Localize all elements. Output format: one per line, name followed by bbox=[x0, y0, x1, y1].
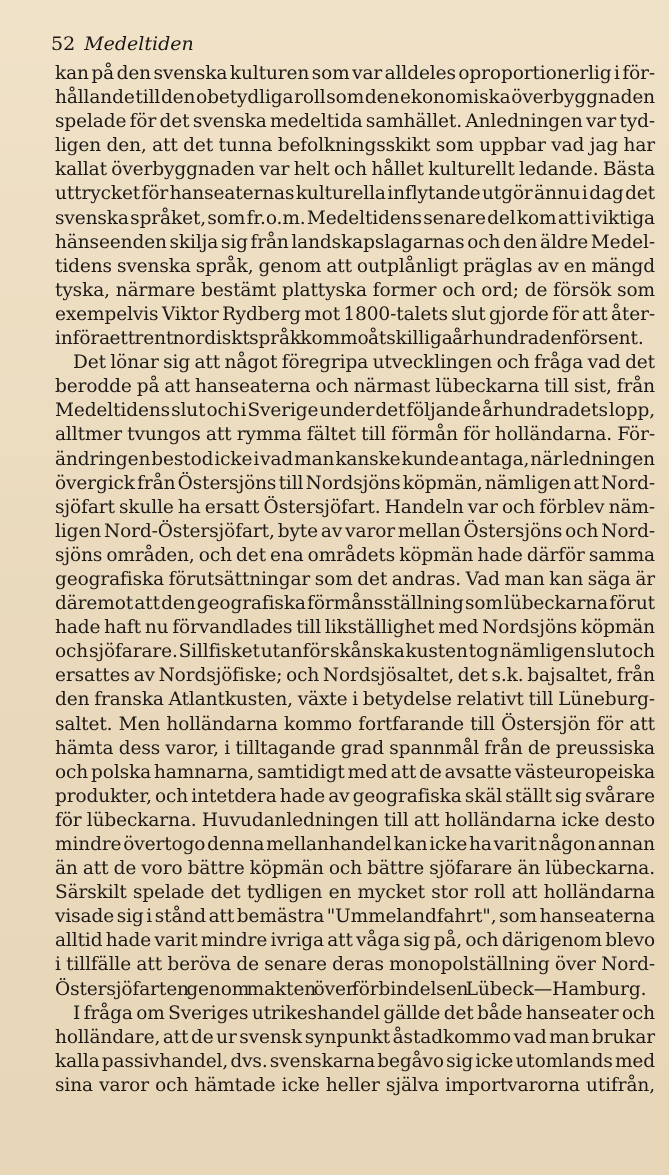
text-line: däremot att den geografiska förmånsställning som lübeckarna förut bbox=[55, 593, 655, 615]
text-line: än att de voro bättre köpmän och bättre sjöfarare än lübeckarna. bbox=[55, 858, 655, 880]
text-line: hänseenden skilja sig från landskapslagarnas och den äldre Medel- bbox=[55, 231, 655, 253]
text-line: hämta dess varor, i tilltagande grad spannmål från de preussiska bbox=[55, 737, 655, 759]
running-title: Medeltiden bbox=[84, 33, 194, 55]
text-line: införa ett rent nordiskt språk kommo åtskilliga århundraden för sent. bbox=[55, 328, 644, 350]
text-line: tyska, närmare bestämt plattyska former och ord; de försök som bbox=[55, 279, 655, 301]
text-line: spelade för det svenska medeltida samhället. Anledningen var tyd- bbox=[55, 111, 655, 133]
text-line: kalla passivhandel, dvs. svenskarna begåvo sig icke utomlands med bbox=[55, 1050, 655, 1072]
text-line: svenska språket, som fr.o.m. Medeltidens senare del kom att i viktiga bbox=[55, 207, 655, 229]
text-line: hade haft nu förvandlades till likställighet med Nordsjöns köpmän bbox=[55, 617, 655, 639]
text-line: hållande till den obetydliga roll som den ekonomiska överbyggnaden bbox=[55, 87, 655, 109]
text-line: sjöns områden, och det ena områdets köpmän hade därför samma bbox=[55, 544, 655, 566]
page-header bbox=[51, 33, 194, 55]
text-line: och polska hamnarna, samtidigt med att de avsatte västeuropeiska bbox=[55, 761, 655, 783]
text-line: övergick från Östersjöns till Nordsjöns köpmän, nämligen att Nord- bbox=[55, 472, 655, 494]
text-line: kallat överbyggnaden var helt och hållet kulturellt ledande. Bästa bbox=[55, 159, 655, 181]
text-line: produkter, och intetdera hade av geografiska skäl ställt sig svårare bbox=[55, 785, 655, 807]
text-line: berodde på att hanseaterna och närmast lübeckarna till sist, från bbox=[55, 376, 655, 398]
text-line: den franska Atlantkusten, växte i betydelse relativt till Lüneburg- bbox=[55, 689, 655, 711]
text-line: saltet. Men holländarna kommo fortfarande till Östersjön för att bbox=[55, 713, 655, 735]
text-line: ligen den, att det tunna befolkningsskikt som uppbar vad jag har bbox=[55, 135, 655, 157]
text-line: Östersjöfarten genom makten över förbindelsen Lübeck—Hamburg. bbox=[55, 978, 647, 1000]
text-line: ändringen bestod icke i vad man kanske kunde antaga, när ledningen bbox=[55, 448, 655, 470]
text-line: alltid hade varit mindre ivriga att våga sig på, och därigenom blevo bbox=[55, 930, 655, 952]
text-line: visade sig i stånd att bemästra "Ummelandfahrt", som hanseaterna bbox=[55, 906, 655, 928]
text-line: sjöfart skulle ha ersatt Östersjöfart. Handeln var och förblev näm- bbox=[55, 496, 655, 518]
text-line: för lübeckarna. Huvudanledningen till att holländarna icke desto bbox=[55, 809, 655, 831]
text-line: ligen Nord-Östersjöfart, byte av varor mellan Östersjöns och Nord- bbox=[55, 520, 655, 542]
text-line: holländare, att de ur svensk synpunkt åstadkommo vad man brukar bbox=[55, 1026, 655, 1048]
text-line: Särskilt spelade det tydligen en mycket stor roll att holländarna bbox=[55, 882, 655, 904]
text-line: alltmer tvungos att rymma fältet till förmån för holländarna. För- bbox=[55, 424, 655, 446]
text-line: och sjöfarare. Sillfisket utanför skånska kusten tog nämligen slut och bbox=[55, 641, 655, 663]
text-line: i tillfälle att beröva de senare deras monopolställning över Nord- bbox=[55, 954, 655, 976]
body-text bbox=[55, 62, 655, 1098]
text-line: Det lönar sig att något föregripa utvecklingen och fråga vad det bbox=[73, 352, 655, 374]
text-line: sina varor och hämtade icke heller själva importvarorna utifrån, bbox=[55, 1074, 655, 1096]
text-line: Medeltidens slut och i Sverige under det följande århundradets lopp, bbox=[55, 400, 655, 422]
page-number: 52 bbox=[51, 33, 76, 55]
text-line: I fråga om Sveriges utrikeshandel gällde det både hanseater och bbox=[73, 1002, 655, 1024]
text-line: kan på den svenska kulturen som var alldeles oproportionerlig i för- bbox=[55, 63, 655, 84]
text-line: geografiska förutsättningar som det andras. Vad man kan säga är bbox=[55, 568, 655, 590]
text-line: mindre övertogo denna mellanhandel kan icke ha varit någon annan bbox=[55, 834, 655, 855]
text-line: tidens svenska språk, genom att outplånligt präglas av en mängd bbox=[55, 255, 655, 277]
text-line: exempelvis Viktor Rydberg mot 1800-talets slut gjorde för att åter- bbox=[55, 303, 655, 325]
text-line: uttrycket för hanseaternas kulturella inflytande utgör ännu i dag det bbox=[55, 183, 655, 205]
text-line: ersattes av Nordsjöfiske; och Nordsjösaltet, det s.k. bajsaltet, från bbox=[55, 665, 655, 687]
